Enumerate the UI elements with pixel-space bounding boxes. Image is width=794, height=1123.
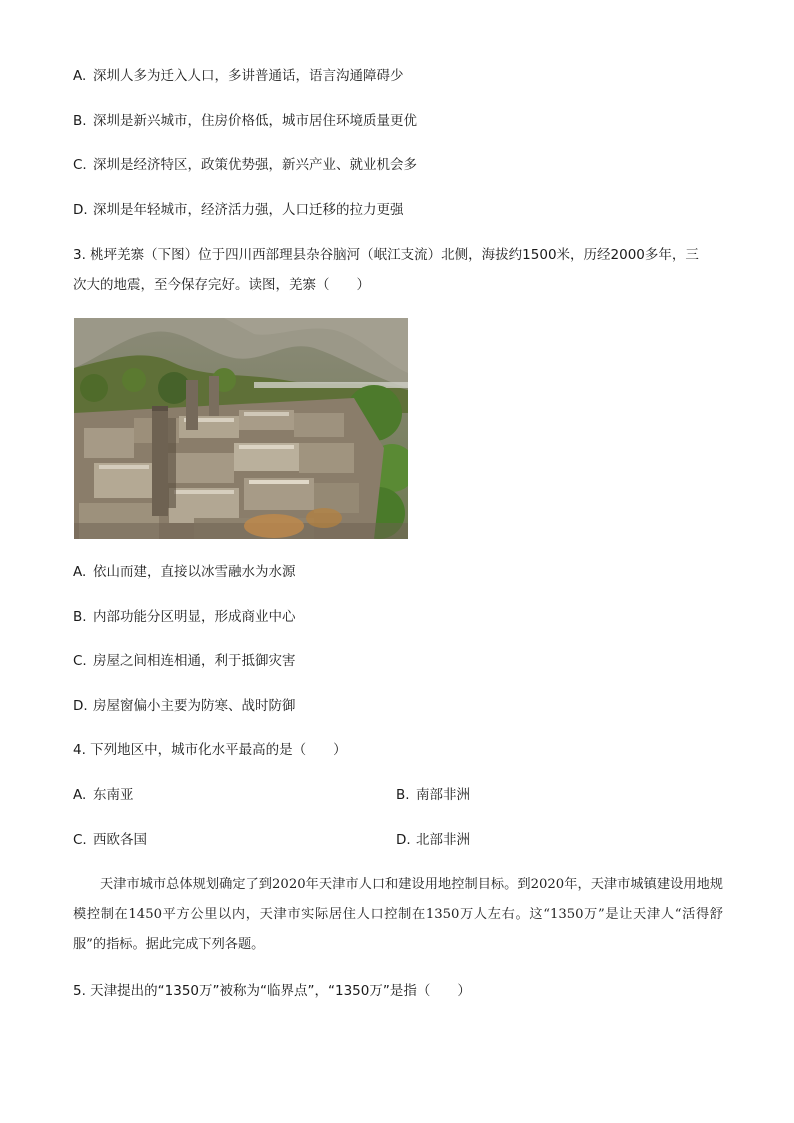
q4-option-a: A. 东南亚 [73,787,134,803]
q2-option-d: D. 深圳是年轻城市，经济活力强，人口迁移的拉力更强 [73,202,404,218]
q2-option-c: C. 深圳是经济特区，政策优势强，新兴产业、就业机会多 [73,157,417,173]
q3-option-c: C. 房屋之间相连相通，利于抵御灾害 [73,653,296,669]
reading-passage: 天津市城市总体规划确定了到2020年天津市人口和建设用地控制目标。到2020年，天津市城镇建设用地规模控制在1450平方公里以内，天津市实际居住人口控制在1350万人左右。这“1350万”是让天津人“活得舒服”的指标。据此完成下列各题。 [73,877,723,952]
q4-stem: 4. 下列地区中，城市化水平最高的是（ ） [73,742,347,758]
q3-option-b: B. 内部功能分区明显，形成商业中心 [73,609,296,625]
q4-option-b: B. 南部非洲 [396,787,470,803]
q3-stem-line1: 3. 桃坪羌寨（下图）位于四川西部理县杂谷脑河（岷江支流）北侧，海拔约1500米，历经2000多年，三 [73,247,699,263]
qiang-village-photo [74,318,408,539]
qiang-village-illustration [74,318,408,539]
q5-stem: 5. 天津提出的“1350万”被称为“临界点”，“1350万”是指（ ） [73,983,471,999]
q4-option-d: D. 北部非洲 [396,832,470,848]
q4-option-c: C. 西欧各国 [73,832,147,848]
q3-option-d: D. 房屋窗偏小主要为防寒、战时防御 [73,698,296,714]
q2-option-b: B. 深圳是新兴城市，住房价格低，城市居住环境质量更优 [73,113,417,129]
q3-option-a: A. 依山而建，直接以冰雪融水为水源 [73,564,296,580]
q2-option-a: A. 深圳人多为迁入人口，多讲普通话，语言沟通障碍少 [73,68,404,84]
q3-stem-line2: 次大的地震，至今保存完好。读图，羌寨（ ） [73,277,370,293]
